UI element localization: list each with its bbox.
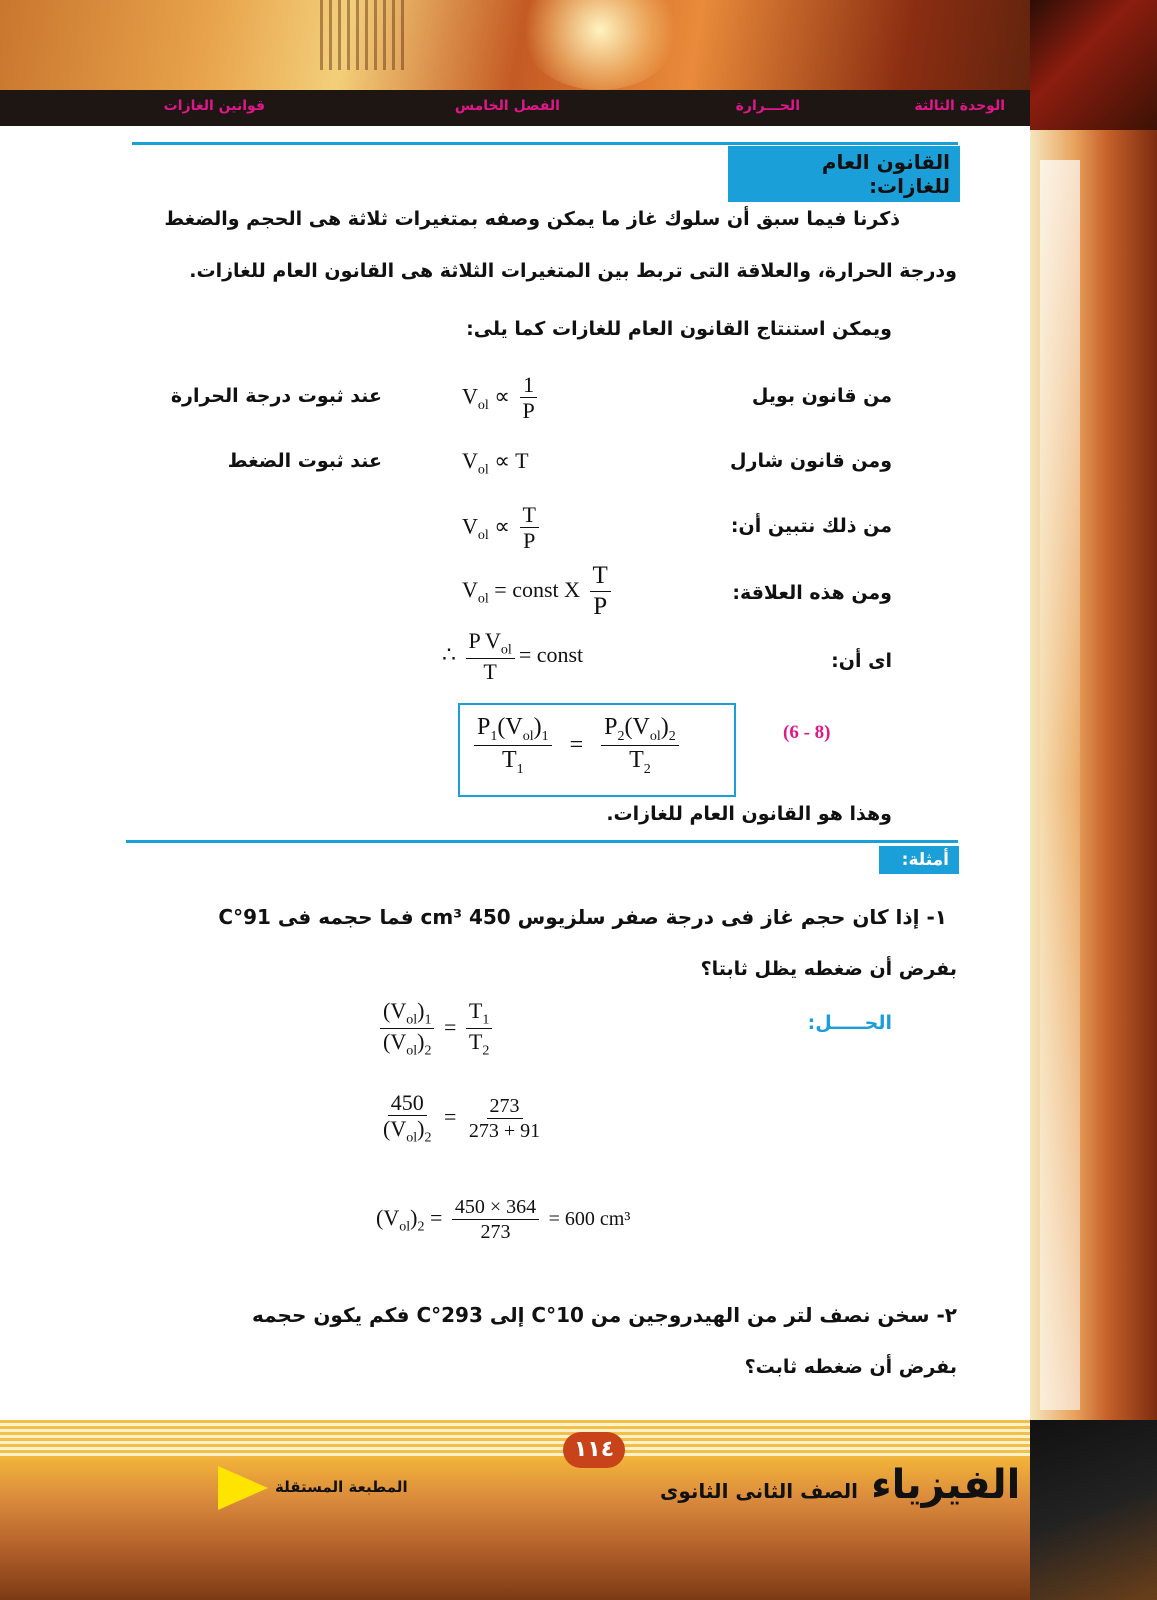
running-header: [0, 90, 1030, 126]
equation-number: (6 - 8): [783, 722, 831, 743]
header-chapter: الفصل الخامس: [454, 98, 560, 114]
section-rule: [132, 142, 958, 145]
strip-shine: [1040, 160, 1080, 1410]
therefore-label: اى أن:: [831, 650, 892, 672]
general-gas-law: $\frac{P_1(V_{ol})_1}{T_1}$ = $\frac{P_2(V_{ol})_2}{T_2}$: [470, 714, 683, 778]
strip-bottom-art: [1030, 1420, 1157, 1600]
subject-name: الفيزياء: [871, 1462, 1021, 1508]
footer-stripes: [0, 1420, 1030, 1456]
printer-name: المطبعة المستقلة: [275, 1478, 408, 1496]
footer-title: [660, 1462, 1020, 1508]
page-number: ١١٤: [563, 1432, 625, 1468]
examples-title: أمثلة:: [879, 846, 959, 874]
solution-step3: $(V_{ol})_2$ = $\frac{450 \times 364}{273}$ = 600 cm³: [376, 1196, 631, 1243]
right-decorative-strip: [1030, 0, 1157, 1600]
examples-rule: [126, 840, 958, 843]
relation-label: ومن هذه العلاقة:: [732, 582, 892, 604]
boyle-condition: عند ثبوت درجة الحرارة: [170, 385, 382, 407]
example1-question-line1: ١- إذا كان حجم غاز فى درجة صفر سلزيوس 450 cm³ فما حجمه فى 91°C: [218, 905, 947, 929]
therefore-formula: ∴ $\frac{P V_{ol}}{T}$ = const: [442, 628, 584, 685]
boyle-formula: $V_{ol}$ ∝ $\frac{1}{P}$: [462, 372, 542, 425]
solution-step1: $\frac{(V_{ol})_1}{(V_{ol})_2}$ = $\frac{T_1}{T_2}$: [376, 998, 496, 1061]
intro-line-1: ذكرنا فيما سبق أن سلوك غاز ما يمكن وصفه بمتغيرات ثلاثة هى الحجم والضغط: [164, 208, 900, 230]
header-artwork: [0, 0, 1157, 90]
grade-name: الصف الثانى الثانوى: [660, 1479, 859, 1503]
example1-question-line2: بفرض أن ضغطه يظل ثابتا؟: [700, 958, 957, 980]
example2-question-line1: ٢- سخن نصف لتر من الهيدروجين من 10°C إلى 293°C فكم يكون حجمه: [252, 1303, 957, 1327]
header-section: قوانين الغازات: [163, 98, 265, 114]
header-pattern: [320, 0, 410, 70]
arrow-icon: [218, 1466, 268, 1510]
charles-formula: $V_{ol} \propto T$: [462, 448, 529, 478]
intro-line-2: ودرجة الحرارة، والعلاقة التى تربط بين المتغيرات الثلاثة هى القانون العام للغازات.: [189, 260, 957, 282]
intro-line-3: ويمكن استنتاج القانون العام للغازات كما يلى:: [466, 318, 892, 340]
solution-label: الحـــــل:: [807, 1012, 892, 1034]
charles-label: ومن قانون شارل: [730, 450, 892, 472]
strip-top-art: [1030, 0, 1157, 130]
combined-formula: $V_{ol}$ ∝ $\frac{T}{P}$: [462, 502, 543, 555]
combine-label: من ذلك نتبين أن:: [730, 515, 892, 537]
conclusion: وهذا هو القانون العام للغازات.: [606, 803, 892, 825]
header-unit: الوحدة الثالثة: [914, 98, 1005, 114]
relation-formula: $V_{ol}$ = const X $\frac{T}{P}$: [462, 562, 615, 622]
header-topic: الحـــرارة: [735, 98, 800, 114]
section-title: القانون العام للغازات:: [728, 146, 960, 202]
boyle-label: من قانون بويل: [751, 385, 892, 407]
charles-condition: عند ثبوت الضغط: [227, 450, 382, 472]
solution-step2: $\frac{450}{(V_{ol})_2}$ = $\frac{273}{273 + 91}$: [383, 1090, 541, 1146]
example2-question-line2: بفرض أن ضغطه ثابت؟: [744, 1356, 957, 1378]
header-glow: [520, 0, 680, 90]
